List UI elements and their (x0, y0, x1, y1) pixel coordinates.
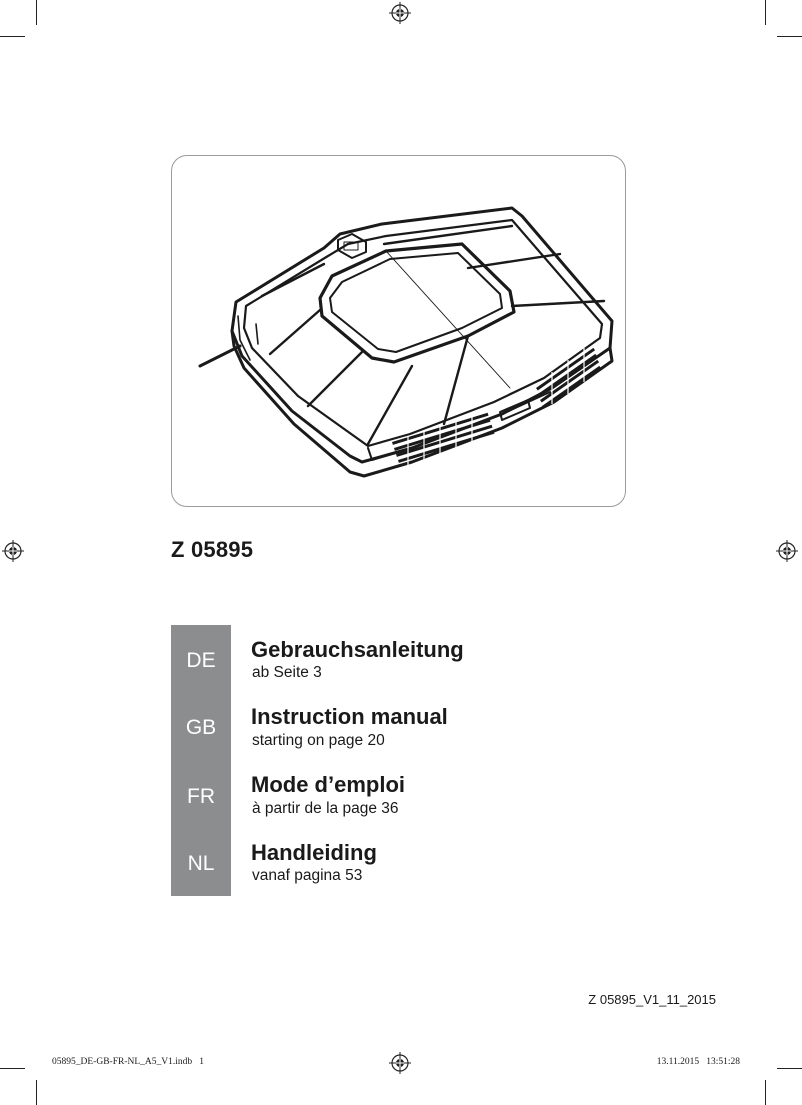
registration-mark-left-icon (2, 540, 24, 562)
registration-mark-right-icon (776, 540, 798, 562)
language-bar (171, 625, 231, 896)
language-subtitle-nl: vanaf pagina 53 (252, 867, 363, 884)
crop-mark-bottom-left-horizontal (0, 1068, 25, 1069)
registration-mark-bottom-icon (389, 1052, 411, 1074)
registration-mark-top-icon (389, 2, 411, 24)
robot-vacuum-illustration (172, 156, 626, 507)
language-title-nl: Handleiding (251, 840, 377, 865)
crop-mark-top-left-horizontal (0, 36, 25, 37)
language-subtitle-fr: à partir de la page 36 (252, 800, 399, 817)
crop-mark-bottom-right-vertical (765, 1080, 766, 1105)
crop-mark-top-right-horizontal (777, 36, 802, 37)
model-number: Z 05895 (171, 537, 254, 562)
crop-mark-top-right-vertical (765, 0, 766, 25)
language-code-nl: NL (187, 852, 215, 875)
document-code: Z 05895_V1_11_2015 (588, 992, 716, 1007)
product-image-frame (171, 155, 626, 507)
language-title-de: Gebrauchsanleitung (251, 637, 464, 662)
language-subtitle-de: ab Seite 3 (252, 664, 322, 681)
print-slug-timestamp: 13.11.2015 13:51:28 (656, 1057, 740, 1067)
language-title-fr: Mode d’emploi (251, 772, 405, 797)
language-code-gb: GB (185, 716, 217, 739)
print-slug-file: 05895_DE-GB-FR-NL_A5_V1.indb 1 (52, 1057, 204, 1067)
language-subtitle-gb: starting on page 20 (252, 732, 385, 749)
language-code-fr: FR (187, 785, 215, 808)
language-title-gb: Instruction manual (251, 704, 448, 729)
crop-mark-bottom-right-horizontal (777, 1068, 802, 1069)
crop-mark-bottom-left-vertical (36, 1080, 37, 1105)
language-code-de: DE (186, 649, 216, 672)
crop-mark-top-left-vertical (36, 0, 37, 25)
